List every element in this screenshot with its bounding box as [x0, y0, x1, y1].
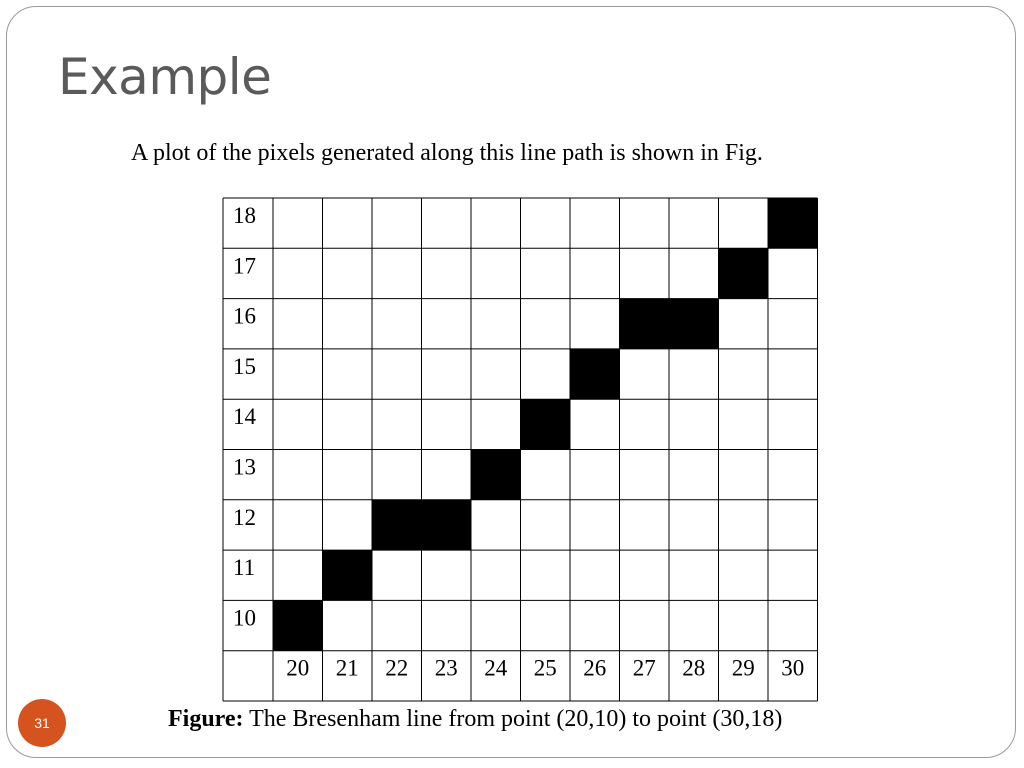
y-axis-label: 11: [233, 555, 256, 581]
intro-text: A plot of the pixels generated along this line path is shown in Fig.: [131, 140, 763, 166]
y-axis-label: 17: [233, 253, 256, 279]
filled-pixel: [570, 349, 620, 399]
x-axis-label: 26: [583, 655, 607, 681]
x-axis-label: 25: [533, 655, 557, 681]
y-axis-label: 18: [233, 203, 256, 228]
filled-pixel: [323, 550, 373, 600]
filled-pixel: [422, 500, 472, 550]
x-axis-label: 30: [781, 655, 805, 681]
y-axis-label: 14: [233, 404, 256, 430]
figure-caption: [168, 706, 782, 733]
filled-pixel: [471, 450, 521, 500]
filled-pixel: [669, 299, 719, 349]
y-axis-label: 16: [233, 303, 256, 329]
x-axis-label: 24: [484, 655, 508, 681]
filled-pixel: [719, 248, 769, 298]
x-axis-label: 27: [632, 655, 656, 681]
filled-pixel: [372, 500, 422, 550]
x-axis-label: 28: [682, 655, 706, 681]
x-axis-label: 29: [731, 655, 755, 681]
filled-pixel: [768, 198, 818, 248]
y-axis-label: 10: [233, 605, 256, 631]
x-axis-label: 22: [385, 655, 409, 681]
y-axis-label: 13: [233, 454, 256, 480]
x-axis-label: 23: [434, 655, 458, 681]
x-axis-label: 21: [335, 655, 359, 681]
x-axis-label: 20: [286, 655, 310, 681]
filled-pixel: [620, 299, 670, 349]
caption-text: The Bresenham line from point (20,10) to point (30,18): [243, 706, 783, 732]
filled-pixel: [273, 600, 323, 650]
filled-pixel: [521, 399, 571, 449]
y-axis-label: 15: [233, 353, 256, 379]
slide-number-badge: 31: [18, 699, 66, 747]
y-axis-label: 12: [233, 504, 256, 530]
slide-title: Example: [58, 48, 272, 106]
caption-label: Figure:: [168, 706, 244, 732]
